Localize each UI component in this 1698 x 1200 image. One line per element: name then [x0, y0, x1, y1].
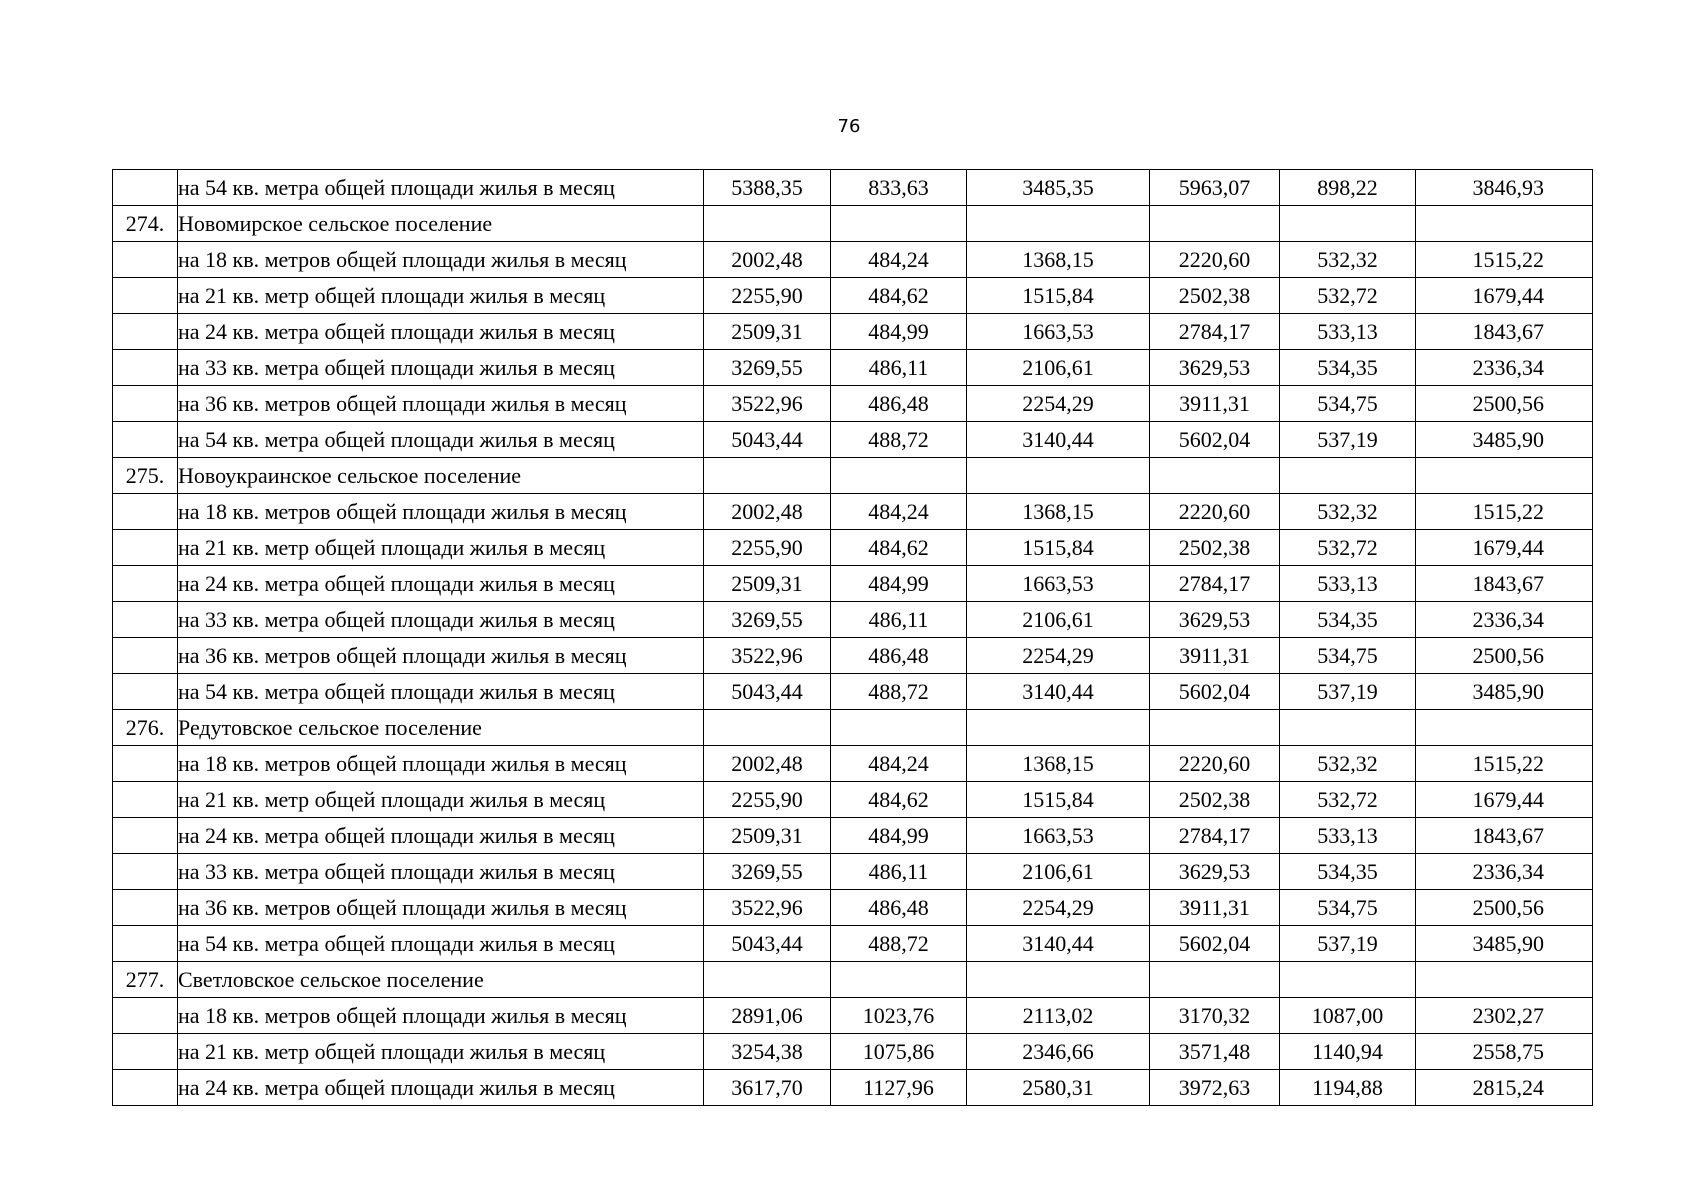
- table-row: [113, 746, 1593, 782]
- value-cell-col-6: [1416, 458, 1593, 494]
- value-cell-col-1: 2255,90: [704, 782, 831, 818]
- value-cell-col-5: [1280, 458, 1416, 494]
- area-norm-label-cell: на 54 кв. метра общей площади жилья в месяц: [178, 674, 704, 710]
- value-cell-col-5: 533,13: [1280, 314, 1416, 350]
- row-number-cell: [113, 782, 178, 818]
- value-cell-col-3: 1368,15: [967, 494, 1150, 530]
- value-cell-col-2: 486,48: [831, 386, 967, 422]
- table-row: [113, 854, 1593, 890]
- settlement-header-row: [113, 206, 1593, 242]
- value-cell-col-1: 5043,44: [704, 422, 831, 458]
- row-number-cell: [113, 386, 178, 422]
- value-cell-col-3: 2106,61: [967, 602, 1150, 638]
- value-cell-col-1: 2002,48: [704, 242, 831, 278]
- value-cell-col-1: 5388,35: [704, 170, 831, 206]
- table-row: [113, 1070, 1593, 1106]
- table-row: [113, 566, 1593, 602]
- area-norm-label-cell: на 21 кв. метр общей площади жилья в месяц: [178, 782, 704, 818]
- value-cell-col-2: 484,62: [831, 782, 967, 818]
- value-cell-col-3: 3485,35: [967, 170, 1150, 206]
- value-cell-col-6: 3485,90: [1416, 422, 1593, 458]
- settlement-name-cell: Новоукраинское сельское поселение: [178, 458, 704, 494]
- value-cell-col-4: [1150, 458, 1280, 494]
- value-cell-col-4: 3911,31: [1150, 386, 1280, 422]
- value-cell-col-1: [704, 710, 831, 746]
- value-cell-col-6: 1679,44: [1416, 278, 1593, 314]
- value-cell-col-5: 534,75: [1280, 890, 1416, 926]
- area-norm-label-cell: на 18 кв. метров общей площади жилья в месяц: [178, 746, 704, 782]
- row-number-cell: [113, 818, 178, 854]
- table-row: [113, 278, 1593, 314]
- value-cell-col-6: 2500,56: [1416, 386, 1593, 422]
- row-number-cell: 277.: [113, 962, 178, 998]
- value-cell-col-4: 5602,04: [1150, 422, 1280, 458]
- value-cell-col-2: [831, 458, 967, 494]
- value-cell-col-5: 533,13: [1280, 818, 1416, 854]
- table-row: [113, 350, 1593, 386]
- value-cell-col-2: 488,72: [831, 422, 967, 458]
- area-norm-label-cell: на 24 кв. метра общей площади жилья в месяц: [178, 314, 704, 350]
- value-cell-col-2: [831, 962, 967, 998]
- row-number-cell: [113, 530, 178, 566]
- area-norm-label-cell: на 33 кв. метра общей площади жилья в месяц: [178, 602, 704, 638]
- value-cell-col-3: [967, 710, 1150, 746]
- table-row: [113, 386, 1593, 422]
- row-number-cell: [113, 1070, 178, 1106]
- value-cell-col-2: 486,11: [831, 602, 967, 638]
- value-cell-col-6: 1515,22: [1416, 746, 1593, 782]
- value-cell-col-4: 2784,17: [1150, 314, 1280, 350]
- row-number-cell: [113, 674, 178, 710]
- settlement-header-row: [113, 458, 1593, 494]
- value-cell-col-4: 3911,31: [1150, 638, 1280, 674]
- value-cell-col-4: 5963,07: [1150, 170, 1280, 206]
- area-norm-label-cell: на 33 кв. метра общей площади жилья в месяц: [178, 350, 704, 386]
- area-norm-label-cell: на 54 кв. метра общей площади жилья в месяц: [178, 926, 704, 962]
- value-cell-col-1: 3522,96: [704, 890, 831, 926]
- row-number-cell: [113, 314, 178, 350]
- value-cell-col-6: 3485,90: [1416, 926, 1593, 962]
- value-cell-col-2: 484,62: [831, 278, 967, 314]
- value-cell-col-4: 2784,17: [1150, 566, 1280, 602]
- value-cell-col-4: 3911,31: [1150, 890, 1280, 926]
- value-cell-col-6: 1843,67: [1416, 566, 1593, 602]
- value-cell-col-4: 2502,38: [1150, 278, 1280, 314]
- value-cell-col-4: 3170,32: [1150, 998, 1280, 1034]
- table-row: [113, 890, 1593, 926]
- value-cell-col-5: 1194,88: [1280, 1070, 1416, 1106]
- value-cell-col-2: 1075,86: [831, 1034, 967, 1070]
- value-cell-col-3: 1663,53: [967, 818, 1150, 854]
- value-cell-col-1: 3617,70: [704, 1070, 831, 1106]
- value-cell-col-5: 1087,00: [1280, 998, 1416, 1034]
- value-cell-col-1: 2002,48: [704, 494, 831, 530]
- value-cell-col-3: [967, 206, 1150, 242]
- value-cell-col-6: [1416, 962, 1593, 998]
- value-cell-col-1: 2509,31: [704, 818, 831, 854]
- table-row: [113, 1034, 1593, 1070]
- value-cell-col-6: [1416, 206, 1593, 242]
- value-cell-col-5: [1280, 206, 1416, 242]
- value-cell-col-4: 5602,04: [1150, 926, 1280, 962]
- value-cell-col-3: 1368,15: [967, 746, 1150, 782]
- table-row: [113, 782, 1593, 818]
- value-cell-col-6: 1515,22: [1416, 242, 1593, 278]
- value-cell-col-6: 2336,34: [1416, 602, 1593, 638]
- area-norm-label-cell: на 21 кв. метр общей площади жилья в месяц: [178, 278, 704, 314]
- value-cell-col-6: 2302,27: [1416, 998, 1593, 1034]
- value-cell-col-2: 486,11: [831, 854, 967, 890]
- value-cell-col-6: 2500,56: [1416, 638, 1593, 674]
- value-cell-col-4: 3629,53: [1150, 854, 1280, 890]
- value-cell-col-5: 532,72: [1280, 278, 1416, 314]
- value-cell-col-6: 2558,75: [1416, 1034, 1593, 1070]
- value-cell-col-1: 2891,06: [704, 998, 831, 1034]
- table-row: [113, 602, 1593, 638]
- value-cell-col-1: 2255,90: [704, 278, 831, 314]
- area-norm-label-cell: на 54 кв. метра общей площади жилья в месяц: [178, 170, 704, 206]
- value-cell-col-6: 2336,34: [1416, 350, 1593, 386]
- row-number-cell: [113, 890, 178, 926]
- value-cell-col-2: 486,48: [831, 890, 967, 926]
- value-cell-col-6: [1416, 710, 1593, 746]
- value-cell-col-2: 484,99: [831, 566, 967, 602]
- area-norm-label-cell: на 54 кв. метра общей площади жилья в месяц: [178, 422, 704, 458]
- area-norm-label-cell: на 21 кв. метр общей площади жилья в месяц: [178, 530, 704, 566]
- value-cell-col-3: 2106,61: [967, 854, 1150, 890]
- value-cell-col-2: 486,11: [831, 350, 967, 386]
- value-cell-col-4: 3972,63: [1150, 1070, 1280, 1106]
- table-row: [113, 638, 1593, 674]
- value-cell-col-2: 488,72: [831, 674, 967, 710]
- table-row: [113, 494, 1593, 530]
- value-cell-col-1: 2255,90: [704, 530, 831, 566]
- value-cell-col-5: [1280, 962, 1416, 998]
- value-cell-col-1: 2002,48: [704, 746, 831, 782]
- table-row: [113, 998, 1593, 1034]
- page-number: 76: [837, 116, 861, 137]
- value-cell-col-5: 898,22: [1280, 170, 1416, 206]
- value-cell-col-1: 2509,31: [704, 566, 831, 602]
- value-cell-col-5: 532,32: [1280, 494, 1416, 530]
- value-cell-col-1: 3522,96: [704, 386, 831, 422]
- row-number-cell: [113, 278, 178, 314]
- value-cell-col-3: 1515,84: [967, 278, 1150, 314]
- value-cell-col-4: 2502,38: [1150, 530, 1280, 566]
- value-cell-col-4: [1150, 710, 1280, 746]
- settlement-name-cell: Светловское сельское поселение: [178, 962, 704, 998]
- value-cell-col-1: 2509,31: [704, 314, 831, 350]
- value-cell-col-4: 2220,60: [1150, 494, 1280, 530]
- value-cell-col-4: 2502,38: [1150, 782, 1280, 818]
- value-cell-col-6: 1515,22: [1416, 494, 1593, 530]
- value-cell-col-3: [967, 962, 1150, 998]
- settlement-header-row: [113, 962, 1593, 998]
- table-row: [113, 314, 1593, 350]
- row-number-cell: [113, 350, 178, 386]
- row-number-cell: [113, 566, 178, 602]
- value-cell-col-3: [967, 458, 1150, 494]
- value-cell-col-4: 3571,48: [1150, 1034, 1280, 1070]
- row-number-cell: [113, 170, 178, 206]
- value-cell-col-5: 537,19: [1280, 674, 1416, 710]
- row-number-cell: [113, 638, 178, 674]
- value-cell-col-1: 3254,38: [704, 1034, 831, 1070]
- value-cell-col-5: 532,72: [1280, 530, 1416, 566]
- row-number-cell: [113, 998, 178, 1034]
- value-cell-col-5: 532,32: [1280, 242, 1416, 278]
- value-cell-col-3: 2254,29: [967, 638, 1150, 674]
- table-body: [113, 170, 1593, 1106]
- value-cell-col-2: [831, 710, 967, 746]
- value-cell-col-1: [704, 458, 831, 494]
- settlement-name-cell: Редутовское сельское поселение: [178, 710, 704, 746]
- row-number-cell: [113, 746, 178, 782]
- value-cell-col-5: 1140,94: [1280, 1034, 1416, 1070]
- row-number-cell: [113, 494, 178, 530]
- value-cell-col-1: 3269,55: [704, 602, 831, 638]
- value-cell-col-6: 3846,93: [1416, 170, 1593, 206]
- table-row: [113, 818, 1593, 854]
- area-norm-label-cell: на 33 кв. метра общей площади жилья в месяц: [178, 854, 704, 890]
- value-cell-col-5: 532,32: [1280, 746, 1416, 782]
- table-row: [113, 422, 1593, 458]
- row-number-cell: [113, 242, 178, 278]
- value-cell-col-4: 3629,53: [1150, 602, 1280, 638]
- value-cell-col-3: 2346,66: [967, 1034, 1150, 1070]
- row-number-cell: 275.: [113, 458, 178, 494]
- value-cell-col-6: 3485,90: [1416, 674, 1593, 710]
- value-cell-col-1: [704, 962, 831, 998]
- area-norm-label-cell: на 36 кв. метров общей площади жилья в месяц: [178, 386, 704, 422]
- value-cell-col-5: 534,35: [1280, 854, 1416, 890]
- value-cell-col-3: 3140,44: [967, 674, 1150, 710]
- value-cell-col-5: 537,19: [1280, 926, 1416, 962]
- value-cell-col-2: 1023,76: [831, 998, 967, 1034]
- table-row: [113, 926, 1593, 962]
- area-norm-label-cell: на 36 кв. метров общей площади жилья в месяц: [178, 890, 704, 926]
- value-cell-col-6: 1843,67: [1416, 818, 1593, 854]
- value-cell-col-2: 484,24: [831, 242, 967, 278]
- value-cell-col-2: 486,48: [831, 638, 967, 674]
- table-row: [113, 530, 1593, 566]
- value-cell-col-3: 1663,53: [967, 314, 1150, 350]
- value-cell-col-5: 534,75: [1280, 638, 1416, 674]
- value-cell-col-3: 1515,84: [967, 782, 1150, 818]
- value-cell-col-2: 484,99: [831, 818, 967, 854]
- value-cell-col-5: 534,35: [1280, 350, 1416, 386]
- value-cell-col-3: 3140,44: [967, 422, 1150, 458]
- value-cell-col-3: 1515,84: [967, 530, 1150, 566]
- value-cell-col-6: 1679,44: [1416, 782, 1593, 818]
- settlement-header-row: [113, 710, 1593, 746]
- value-cell-col-5: 534,75: [1280, 386, 1416, 422]
- value-cell-col-4: 2220,60: [1150, 242, 1280, 278]
- value-cell-col-4: 5602,04: [1150, 674, 1280, 710]
- value-cell-col-2: 484,99: [831, 314, 967, 350]
- value-cell-col-4: [1150, 962, 1280, 998]
- row-number-cell: [113, 926, 178, 962]
- value-cell-col-2: 488,72: [831, 926, 967, 962]
- area-norm-label-cell: на 18 кв. метров общей площади жилья в месяц: [178, 242, 704, 278]
- row-number-cell: [113, 602, 178, 638]
- value-cell-col-1: 3269,55: [704, 350, 831, 386]
- value-cell-col-2: 484,24: [831, 746, 967, 782]
- value-cell-col-3: 2254,29: [967, 890, 1150, 926]
- value-cell-col-5: 534,35: [1280, 602, 1416, 638]
- value-cell-col-3: 1368,15: [967, 242, 1150, 278]
- value-cell-col-4: 2784,17: [1150, 818, 1280, 854]
- row-number-cell: 274.: [113, 206, 178, 242]
- value-cell-col-1: 5043,44: [704, 926, 831, 962]
- area-norm-label-cell: на 18 кв. метров общей площади жилья в месяц: [178, 494, 704, 530]
- row-number-cell: 276.: [113, 710, 178, 746]
- value-cell-col-6: 2815,24: [1416, 1070, 1593, 1106]
- value-cell-col-3: 2106,61: [967, 350, 1150, 386]
- value-cell-col-2: 1127,96: [831, 1070, 967, 1106]
- value-cell-col-4: [1150, 206, 1280, 242]
- value-cell-col-5: 537,19: [1280, 422, 1416, 458]
- value-cell-col-3: 2113,02: [967, 998, 1150, 1034]
- value-cell-col-2: 484,62: [831, 530, 967, 566]
- value-cell-col-4: 3629,53: [1150, 350, 1280, 386]
- table-row: [113, 170, 1593, 206]
- value-cell-col-2: [831, 206, 967, 242]
- area-norm-label-cell: на 18 кв. метров общей площади жилья в месяц: [178, 998, 704, 1034]
- area-norm-label-cell: на 21 кв. метр общей площади жилья в месяц: [178, 1034, 704, 1070]
- value-cell-col-5: 532,72: [1280, 782, 1416, 818]
- value-cell-col-2: 484,24: [831, 494, 967, 530]
- value-cell-col-3: 2580,31: [967, 1070, 1150, 1106]
- area-norm-label-cell: на 24 кв. метра общей площади жилья в месяц: [178, 566, 704, 602]
- value-cell-col-6: 1843,67: [1416, 314, 1593, 350]
- area-norm-label-cell: на 36 кв. метров общей площади жилья в месяц: [178, 638, 704, 674]
- value-cell-col-1: 3269,55: [704, 854, 831, 890]
- value-cell-col-6: 1679,44: [1416, 530, 1593, 566]
- value-cell-col-3: 3140,44: [967, 926, 1150, 962]
- area-norm-label-cell: на 24 кв. метра общей площади жилья в месяц: [178, 1070, 704, 1106]
- row-number-cell: [113, 422, 178, 458]
- value-cell-col-3: 1663,53: [967, 566, 1150, 602]
- value-cell-col-2: 833,63: [831, 170, 967, 206]
- value-cell-col-6: 2336,34: [1416, 854, 1593, 890]
- value-cell-col-4: 2220,60: [1150, 746, 1280, 782]
- value-cell-col-6: 2500,56: [1416, 890, 1593, 926]
- value-cell-col-5: 533,13: [1280, 566, 1416, 602]
- settlement-name-cell: Новомирское сельское поселение: [178, 206, 704, 242]
- table-row: [113, 242, 1593, 278]
- value-cell-col-3: 2254,29: [967, 386, 1150, 422]
- area-norm-label-cell: на 24 кв. метра общей площади жилья в месяц: [178, 818, 704, 854]
- value-cell-col-1: [704, 206, 831, 242]
- value-cell-col-1: 3522,96: [704, 638, 831, 674]
- row-number-cell: [113, 1034, 178, 1070]
- row-number-cell: [113, 854, 178, 890]
- table-row: [113, 674, 1593, 710]
- tariff-table: [112, 169, 1593, 1106]
- value-cell-col-5: [1280, 710, 1416, 746]
- value-cell-col-1: 5043,44: [704, 674, 831, 710]
